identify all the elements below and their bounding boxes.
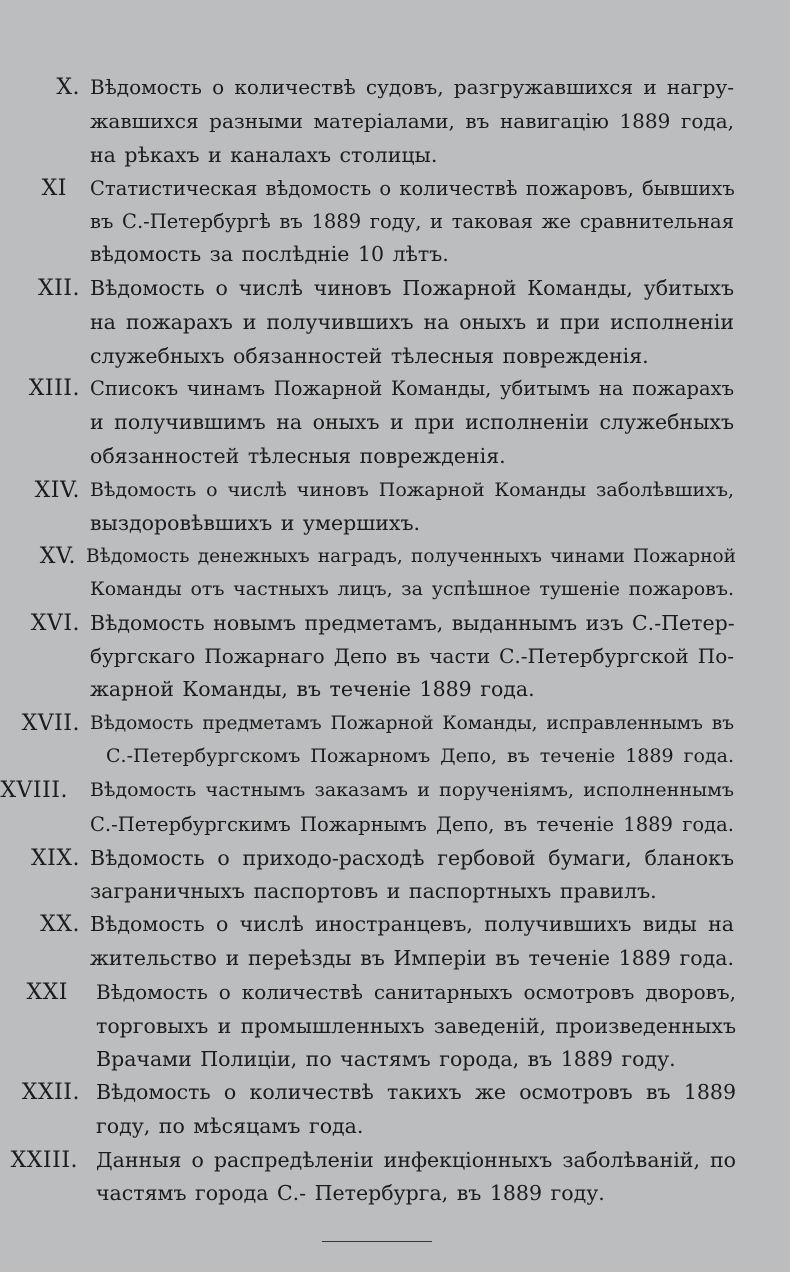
entry-line: Вѣдомость новымъ предметамъ, выданнымъ изъ С.-Петер- xyxy=(90,611,735,635)
entry-line: выздоровѣвшихъ и умершихъ. xyxy=(90,511,421,535)
entry-line: Данныя о распредѣленіи инфекціонныхъ заболѣваній, по xyxy=(96,1148,736,1172)
entry-line: Вѣдомость о числѣ чиновъ Пожарной Команды заболѣвшихъ, xyxy=(90,479,734,501)
entry-line: жарной Команды, въ теченіе 1889 года. xyxy=(90,677,535,701)
entry-line: Врачами Полиціи, по частямъ города, въ 1889 году. xyxy=(96,1047,676,1071)
entry-line: въ С.-Петербургѣ въ 1889 году, и таковая же сравнительная xyxy=(90,210,734,233)
entry-line: Вѣдомость предметамъ Пожарной Команды, исправленнымъ въ xyxy=(90,713,734,734)
entry-line: Вѣдомость о количествѣ судовъ, разгружавшихся и нагру- xyxy=(90,75,734,99)
entry-number: XIV. xyxy=(34,478,80,503)
entry-number: XX. xyxy=(40,912,80,937)
entry-line: Статистическая вѣдомость о количествѣ пожаровъ, бывшихъ xyxy=(90,177,735,200)
entry-line: Вѣдомость о количествѣ такихъ же осмотровъ въ 1889 xyxy=(96,1080,736,1104)
entry-line: обязанностей тѣлесныя поврежденія. xyxy=(90,444,506,468)
entry-line: Вѣдомость о приходо-расходѣ гербовой бумаги, бланокъ xyxy=(90,846,734,870)
entry-line: и получившимъ на оныхъ и при исполненіи служебныхъ xyxy=(90,410,734,434)
entry-line: частямъ города С.- Петербурга, въ 1889 году. xyxy=(96,1181,605,1205)
entry-number: XIX. xyxy=(30,846,80,871)
entry-line: на пожарахъ и получившихъ на оныхъ и при исполненіи xyxy=(90,310,734,334)
entry-line: Команды отъ частныхъ лицъ, за успѣшное тушеніе пожаровъ. xyxy=(90,578,734,600)
entry-line: С.-Петербургскимъ Пожарнымъ Депо, въ теченіе 1889 года. xyxy=(90,813,734,836)
entry-number: XVII. xyxy=(21,711,80,736)
entry-line: Списокъ чинамъ Пожарной Команды, убитымъ на пожарахъ xyxy=(90,377,734,400)
entry-number: XI xyxy=(41,176,67,201)
entry-number: XV. xyxy=(39,544,76,569)
entry-number: XXI xyxy=(26,980,68,1005)
entry-number: XVIII. xyxy=(0,778,68,803)
entry-line: на рѣкахъ и каналахъ столицы. xyxy=(90,143,438,167)
entry-line: Вѣдомость о количествѣ санитарныхъ осмотровъ дворовъ, xyxy=(96,980,736,1004)
entry-line: Вѣдомость о числѣ иностранцевъ, получившихъ виды на xyxy=(90,912,734,936)
entry-line: вѣдомость за послѣдніе 10 лѣтъ. xyxy=(90,242,449,266)
entry-line: служебныхъ обязанностей тѣлесныя поврежденія. xyxy=(90,344,649,368)
entry-line: Вѣдомость о числѣ чиновъ Пожарной Команды, убитыхъ xyxy=(90,276,734,300)
entry-line: заграничныхъ паспортовъ и паспортныхъ правилъ. xyxy=(90,879,657,903)
entry-number: XIII. xyxy=(28,376,80,401)
entry-number: XVI. xyxy=(30,611,80,636)
entry-line: С.-Петербургскомъ Пожарномъ Депо, въ теченіе 1889 года. xyxy=(106,745,734,767)
entry-number: X. xyxy=(56,75,80,100)
entry-line: жавшихся разными матеріалами, въ навигацію 1889 года, xyxy=(90,109,734,133)
entry-line: торговыхъ и промышленныхъ заведеній, произведенныхъ xyxy=(96,1014,736,1038)
entry-number: XXII. xyxy=(21,1080,80,1105)
entry-number: XXIII. xyxy=(10,1148,78,1173)
entry-line: году, по мѣсяцамъ года. xyxy=(96,1114,364,1138)
entry-line: бургскаго Пожарнаго Депо въ части С.-Петербургской По- xyxy=(90,644,734,668)
entry-number: XII. xyxy=(37,276,80,301)
entry-line: жительство и переѣзды въ Имперіи въ теченіе 1889 года. xyxy=(90,946,734,970)
entry-line: Вѣдомость частнымъ заказамъ и порученіямъ, исполненнымъ xyxy=(90,779,734,801)
entry-line: Вѣдомость денежныхъ наградъ, полученныхъ чинами Пожарной xyxy=(86,546,736,567)
closing-rule xyxy=(322,1241,432,1242)
